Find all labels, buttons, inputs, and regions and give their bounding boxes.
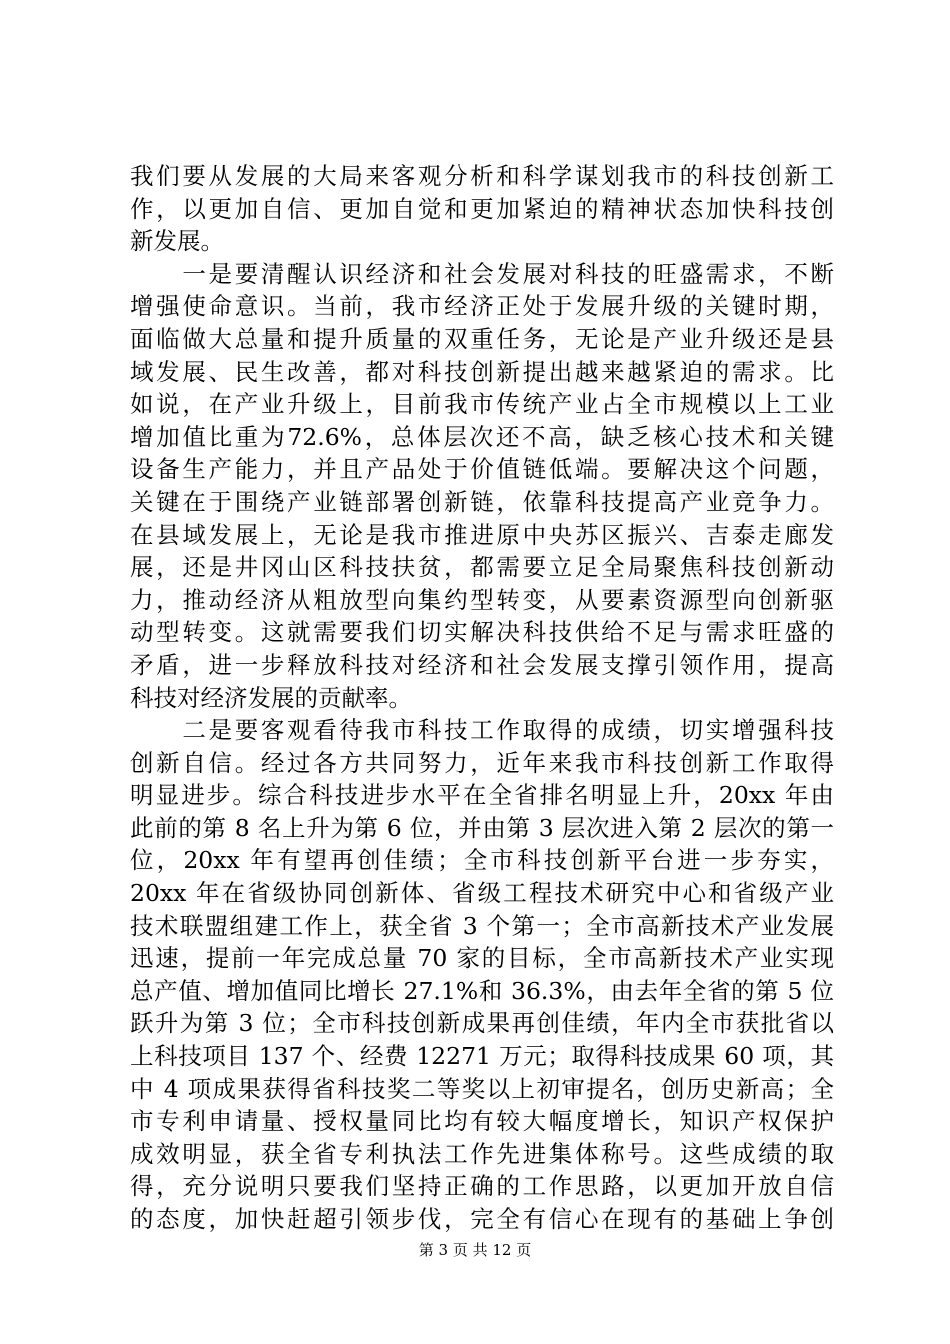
text-line: 此前的第 8 名上升为第 6 位，并由第 3 层次进入第 2 层次的第一	[130, 813, 834, 842]
page-footer: 第 3 页 共 12 页	[418, 1241, 532, 1259]
text-line: 域发展、民生改善，都对科技创新提出越来越紧迫的需求。比	[130, 357, 834, 386]
text-line: 科技对经济发展的贡献率。	[130, 683, 412, 712]
text-line: 技术联盟组建工作上，获全省 3 个第一；全市高新技术产业发展	[130, 911, 834, 940]
text-line: 迅速，提前一年完成总量 70 家的目标，全市高新技术产业实现	[130, 944, 834, 973]
text-line: 位，20xx 年有望再创佳绩；全市科技创新平台进一步夯实，	[130, 846, 834, 875]
text-line: 力，推动经济从粗放型向集约型转变，从要素资源型向创新驱	[130, 585, 834, 614]
text-line: 动型转变。这就需要我们切实解决科技供给不足与需求旺盛的	[130, 618, 834, 647]
text-line: 增加值比重为72.6%，总体层次还不高，缺乏核心技术和关键	[130, 422, 834, 451]
text-line: 作，以更加自信、更加自觉和更加紧迫的精神状态加快科技创	[130, 194, 834, 223]
text-line: 得，充分说明只要我们坚持正确的工作思路，以更加开放自信	[130, 1172, 834, 1201]
text-line: 如说，在产业升级上，目前我市传统产业占全市规模以上工业	[130, 390, 834, 419]
text-line: 中 4 项成果获得省科技奖二等奖以上初审提名，创历史新高；全	[130, 1074, 834, 1103]
text-line: 20xx 年在省级协同创新体、省级工程技术研究中心和省级产业	[130, 879, 834, 908]
text-line: 新发展。	[130, 227, 224, 256]
text-line: 市专利申请量、授权量同比均有较大幅度增长，知识产权保护	[130, 1107, 834, 1136]
text-line: 总产值、增加值同比增长 27.1%和 36.3%，由去年全省的第 5 位	[130, 976, 834, 1005]
text-line: 设备生产能力，并且产品处于价值链低端。要解决这个问题，	[130, 455, 834, 484]
text-line: 增强使命意识。当前，我市经济正处于发展升级的关键时期，	[130, 292, 834, 321]
text-line: 创新自信。经过各方共同努力，近年来我市科技创新工作取得	[130, 748, 834, 777]
text-line: 在县域发展上，无论是我市推进原中央苏区振兴、吉泰走廊发	[130, 520, 834, 549]
text-line: 关键在于围绕产业链部署创新链，依靠科技提高产业竞争力。	[130, 487, 834, 516]
text-line: 的态度，加快赶超引领步伐，完全有信心在现有的基础上争创	[130, 1205, 834, 1233]
text-line: 展，还是井冈山区科技扶贫，都需要立足全局聚焦科技创新动	[130, 553, 834, 582]
text-line: 面临做大总量和提升质量的双重任务，无论是产业升级还是县	[130, 324, 834, 353]
body-text	[130, 160, 834, 1236]
text-line: 明显进步。综合科技进步水平在全省排名明显上升，20xx 年由	[130, 781, 834, 810]
text-line: 成效明显，获全省专利执法工作先进集体称号。这些成绩的取	[130, 1139, 834, 1168]
text-line: 我们要从发展的大局来客观分析和科学谋划我市的科技创新工	[130, 162, 834, 190]
text-line: 矛盾，进一步释放科技对经济和社会发展支撑引领作用，提高	[130, 650, 834, 679]
text-line: 上科技项目 137 个、经费 12271 万元；取得科技成果 60 项，其	[130, 1042, 834, 1071]
text-line: 一是要清醒认识经济和社会发展对科技的旺盛需求，不断	[130, 259, 834, 288]
text-line: 二是要客观看待我市科技工作取得的成绩，切实增强科技	[130, 716, 834, 745]
text-line: 跃升为第 3 位；全市科技创新成果再创佳绩，年内全市获批省以	[130, 1009, 834, 1038]
